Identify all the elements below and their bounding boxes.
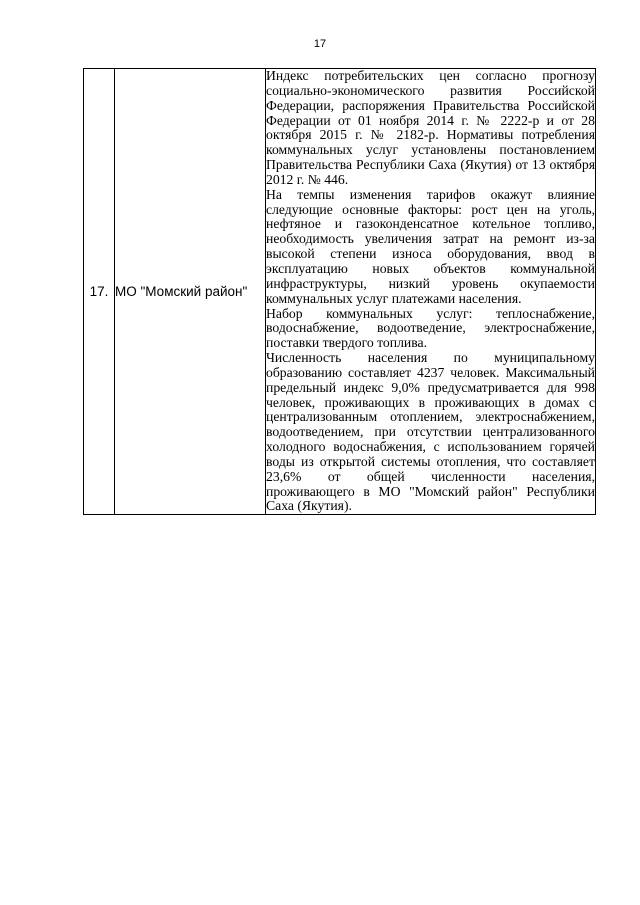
page-number: 17 — [313, 38, 327, 50]
description-cell — [266, 69, 596, 515]
paragraph-price-index: Индекс потребительских цен согласно прогнозу социально-экономического развития Российской Федерации, распоряжения Правительства Российской Федерации от 01 ноября 2014 г. № 2222-р и от 28 октября 2015 г. № 2182-р. Нормативы потребления коммунальных услуг установлены постановлением Правительства Республики Саха (Якутия) от 13 октября 2012 г. № 446. — [266, 68, 595, 187]
paragraph-population: Численность населения по муниципальному образованию составляет 4237 человек. Максимальный предельный индекс 9,0% предусматривается для 998 человек, проживающих в проживающих в домах с централизованным отоплением, электроснабжением, водоотведением, при отсутствии централизованного холодного водоснабжения, с использованием горячей воды из открытой системы отопления, что составляет 23,6% от общей численности населения, проживающего в МО "Момский район" Республики Саха (Якутия). — [266, 350, 595, 514]
table-row — [84, 69, 596, 515]
tariff-table — [83, 68, 596, 515]
row-number: 17. — [84, 69, 115, 515]
municipality-name: МО "Момский район" — [115, 69, 266, 515]
paragraph-utility-services: Набор коммунальных услуг: теплоснабжение, водоснабжение, водоотведение, электроснабжение, поставки твердого топлива. — [266, 305, 595, 351]
paragraph-tariff-factors: На темпы изменения тарифов окажут влияние следующие основные факторы: рост цен на уголь, нефтяное и газоконденсатное котельное топливо, необходимость увеличения затрат на ремонт из-за высокой степени износа оборудования, ввод в эксплуатацию новых объектов коммунальной инфраструктуры, низкий уровень окупаемости коммунальных услуг платежами населения. — [266, 186, 595, 306]
